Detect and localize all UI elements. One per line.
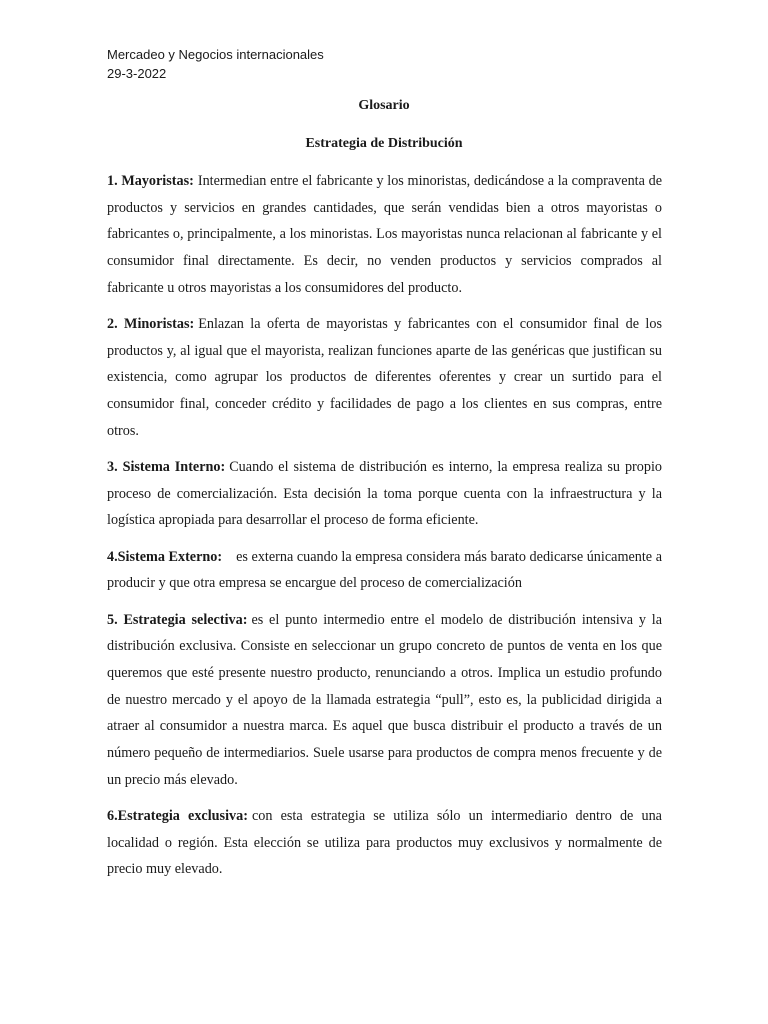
glossary-body <box>107 168 662 893</box>
glossary-entry-estrategia-exclusiva <box>107 803 662 883</box>
entry-definition: Intermedian entre el fabricante y los minoristas, dedicándose a la compraventa de productos y servicios en grandes cantidades, que serán vendidas bien a otros mayoristas o fabricantes o, principalmente, a los minoristas. Los mayoristas nunca relacionan al fabricante y el consumidor final directamente. Es decir, no venden productos y servicios comprados al fabricante u otros mayoristas a los consumidores del producto. <box>107 173 662 296</box>
entry-definition: es externa cuando la empresa considera más barato dedicarse únicamente a producir y que otra empresa se encargue del proceso de comercialización <box>107 548 662 592</box>
course-name: Mercadeo y Negocios internacionales <box>107 47 324 62</box>
document-title: Glosario <box>358 98 410 113</box>
document-date: 29-3-2022 <box>107 66 167 81</box>
entry-definition: con esta estrategia se utiliza sólo un intermediario dentro de una localidad o región. Esta elección se utiliza para productos muy exclusivos y normalmente de precio muy elevado. <box>107 807 662 878</box>
document-header <box>107 45 324 83</box>
entry-term: 4.Sistema Externo: <box>107 548 223 565</box>
document-subtitle: Estrategia de Distribución <box>305 136 463 151</box>
glossary-entry-mayoristas <box>107 168 662 302</box>
glossary-entry-sistema-interno <box>107 454 662 534</box>
glossary-entry-minoristas <box>107 311 662 445</box>
entry-term: 1. Mayoristas: <box>107 173 194 189</box>
entry-definition: Cuando el sistema de distribución es interno, la empresa realiza su propio proceso de comercialización. Esta decisión la toma porque cuenta con la infraestructura y la logística apropiada para desarrollar el proceso de forma eficiente. <box>107 459 662 529</box>
glossary-entry-sistema-externo <box>107 544 662 597</box>
entry-definition: es el punto intermedio entre el modelo de distribución intensiva y la distribución exclusiva. Consiste en seleccionar un grupo concreto de puntos de venta en los que queremos que esté presente nuestro producto, renunciando a otros. Implica un estudio profundo de nuestro mercado y el apoyo de la llamada estrategia “pull”, esto es, la publicidad dirigida a atraer al consumidor a nuestra marca. Es aquel que busca distribuir el producto a través de un número pequeño de intermediarios. Suele usarse para productos de compra menos frecuente y de un precio más elevado. <box>107 611 662 788</box>
entry-term: 5. Estrategia selectiva: <box>107 611 248 628</box>
entry-term: 6.Estrategia exclusiva: <box>107 807 248 824</box>
entry-term: 2. Minoristas: <box>107 316 195 333</box>
entry-term: 3. Sistema Interno: <box>107 459 226 476</box>
glossary-entry-estrategia-selectiva <box>107 607 662 794</box>
entry-definition: Enlazan la oferta de mayoristas y fabricantes con el consumidor final de los productos y, al igual que el mayorista, realizan funciones aparte de las genéricas que justifican su existencia, como agrupar los productos de diferentes oferentes y crear un surtido para el consumidor final, conceder crédito y facilidades de pago a los clientes en sus compras, entre otros. <box>107 316 662 439</box>
